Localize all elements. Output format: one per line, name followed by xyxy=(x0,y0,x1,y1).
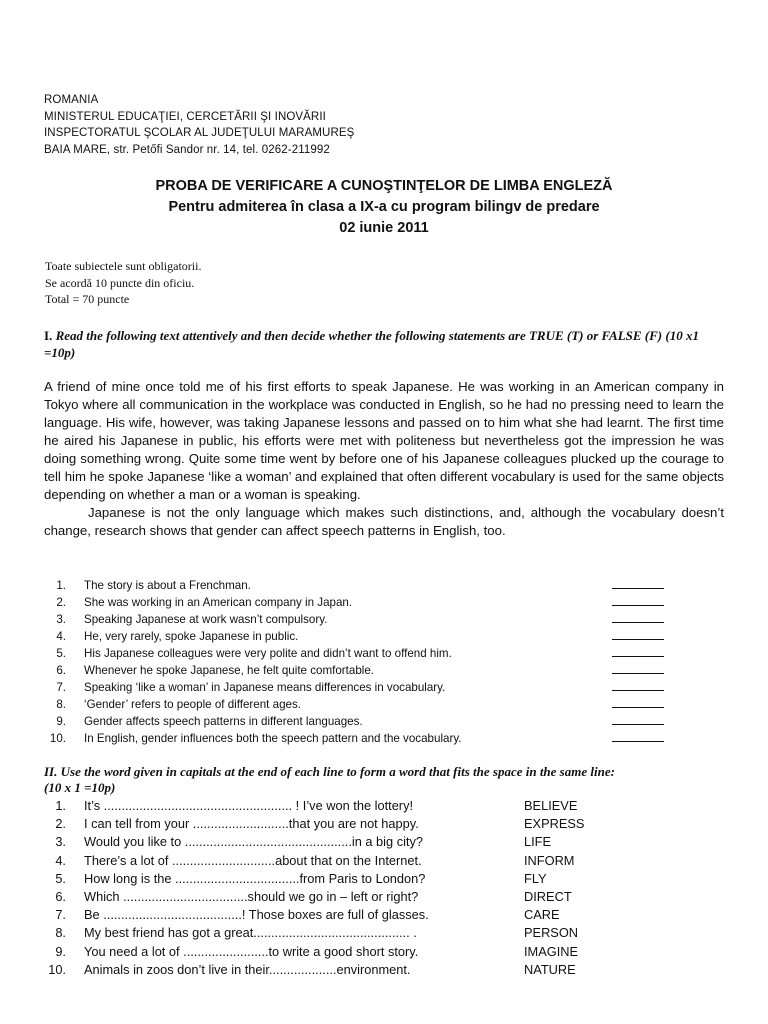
answer-blank[interactable] xyxy=(612,593,664,606)
statement-number: 8. xyxy=(56,698,66,711)
answer-blank[interactable] xyxy=(612,678,664,691)
item-keyword: PERSON xyxy=(524,925,579,941)
statement-text: His Japanese colleagues were very polite and didn’t want to offend him. xyxy=(84,647,452,660)
reading-paragraph-1: A friend of mine once told me of his first efforts to speak Japanese. He was working in an American company in Tokyo where all communication in the workplace was conducted in English, so he had no pressing need to learn the language. His wife, however, was taking Japanese lessons and passed on to him what she had learnt. The first time he aired his Japanese in public, his efforts were met with politeness but nevertheless got the impression he was doing something wrong. Quite some time went by before one of his Japanese colleagues plucked up the courage to tell him he spoke Japanese ‘like a woman’ and explained that often different vocabulary is used for the same objects depending on whether a man or a woman is speaking. xyxy=(44,379,724,502)
item-sentence: There’s a lot of .............................about that on the Internet. xyxy=(84,852,422,868)
answer-blank[interactable] xyxy=(612,712,664,725)
word-formation-row xyxy=(44,924,724,942)
word-formation-row xyxy=(44,870,724,888)
item-sentence: Would you like to ...............................................in a big city? xyxy=(84,834,424,850)
item-keyword: DIRECT xyxy=(524,888,572,904)
item-number: 10. xyxy=(48,961,66,977)
section1-number: I. xyxy=(44,328,53,343)
reading-text xyxy=(44,378,724,540)
statement-text: She was working in an American company in Japan. xyxy=(84,596,353,609)
statement-row xyxy=(44,661,664,678)
item-sentence: It’s ..................................................... ! I’ve won the lottery! xyxy=(84,798,414,813)
section2-instruction-line2: (10 x 1 =10p) xyxy=(44,780,116,795)
statement-text: ‘Gender’ refers to people of different ages. xyxy=(84,698,301,711)
item-number: 4. xyxy=(55,852,66,868)
item-sentence: How long is the ...................................from Paris to London? xyxy=(84,870,426,886)
item-sentence: Animals in zoos don’t live in their...................environment. xyxy=(84,961,411,977)
statement-row xyxy=(44,729,664,746)
statement-number: 5. xyxy=(56,647,66,660)
word-formation-row xyxy=(44,815,724,833)
answer-blank[interactable] xyxy=(612,661,664,674)
word-formation-row xyxy=(44,961,724,979)
statement-number: 9. xyxy=(56,715,66,728)
item-number: 2. xyxy=(55,816,66,832)
word-formation-items xyxy=(44,797,724,979)
statement-text: Speaking ‘like a woman’ in Japanese means differences in vocabulary. xyxy=(84,681,446,694)
statement-row xyxy=(44,610,664,627)
statement-text: He, very rarely, spoke Japanese in public. xyxy=(84,630,299,643)
exam-title-line1: PROBA DE VERIFICARE A CUNOŞTINŢELOR DE LIMBA ENGLEZĂ xyxy=(155,178,613,194)
answer-blank[interactable] xyxy=(612,627,664,640)
statement-row xyxy=(44,695,664,712)
answer-blank[interactable] xyxy=(612,695,664,708)
item-sentence: I can tell from your ...........................that you are not happy. xyxy=(84,816,419,832)
rule-bonus-points: Se acordă 10 puncte din oficiu. xyxy=(45,275,195,290)
answer-blank[interactable] xyxy=(612,729,664,742)
section2-instruction xyxy=(44,764,734,796)
item-keyword: FLY xyxy=(524,870,547,886)
statement-number: 6. xyxy=(56,664,66,677)
statement-number: 2. xyxy=(56,596,66,609)
item-keyword: EXPRESS xyxy=(524,816,585,832)
exam-title xyxy=(40,176,728,239)
header-line-address: BAIA MARE, str. Petőfi Sandor nr. 14, tel. 0262-211992 xyxy=(44,143,330,156)
statement-row xyxy=(44,593,664,610)
section1-instruction xyxy=(44,327,724,361)
item-number: 7. xyxy=(55,907,66,923)
answer-blank[interactable] xyxy=(612,610,664,623)
statement-row xyxy=(44,644,664,661)
item-number: 8. xyxy=(55,925,66,941)
true-false-statements xyxy=(44,576,664,746)
item-keyword: LIFE xyxy=(524,834,552,850)
rule-mandatory: Toate subiectele sunt obligatorii. xyxy=(45,259,202,273)
word-formation-row xyxy=(44,888,724,906)
item-keyword: NATURE xyxy=(524,961,576,977)
word-formation-row xyxy=(44,943,724,961)
statement-number: 10. xyxy=(49,732,66,745)
item-sentence: You need a lot of ........................to write a good short story. xyxy=(84,943,419,959)
item-keyword: INFORM xyxy=(524,852,575,868)
item-number: 6. xyxy=(55,888,66,904)
item-number: 9. xyxy=(55,943,66,959)
statement-number: 7. xyxy=(56,681,66,694)
section1-instruction-text: Read the following text attentively and then decide whether the following statements are TRUE (T) or FALSE (F) (10 x1 =10p) xyxy=(44,328,699,360)
statement-row xyxy=(44,678,664,695)
statement-row xyxy=(44,712,664,729)
statement-text: The story is about a Frenchman. xyxy=(84,579,251,592)
item-sentence: Be .......................................! Those boxes are full of glasses. xyxy=(84,907,429,923)
item-number: 5. xyxy=(55,870,66,886)
word-formation-row xyxy=(44,833,724,851)
statement-text: Speaking Japanese at work wasn’t compulsory. xyxy=(84,613,328,626)
statement-text: Whenever he spoke Japanese, he felt quite comfortable. xyxy=(84,664,375,677)
item-number: 1. xyxy=(55,798,66,813)
header-line-country: ROMANIA xyxy=(44,94,99,106)
item-number: 3. xyxy=(55,834,66,850)
word-formation-row xyxy=(44,906,724,924)
answer-blank[interactable] xyxy=(612,576,664,589)
statement-text: Gender affects speech patterns in different languages. xyxy=(84,715,363,728)
item-keyword: BELIEVE xyxy=(524,798,578,813)
rule-total: Total = 70 puncte xyxy=(45,292,130,307)
item-keyword: IMAGINE xyxy=(524,943,579,959)
item-sentence: My best friend has got a great............................................ . xyxy=(84,925,417,941)
statement-number: 3. xyxy=(56,613,66,626)
item-keyword: CARE xyxy=(524,907,560,923)
section2-instruction-line1: II. Use the word given in capitals at the end of each line to form a word that fits the space in the same line: xyxy=(44,764,615,779)
exam-title-line2: Pentru admiterea în clasa a IX-a cu program bilingv de predare xyxy=(168,199,600,215)
institution-header xyxy=(44,92,354,158)
statement-row xyxy=(44,627,664,644)
statement-number: 4. xyxy=(56,630,66,643)
statement-text: In English, gender influences both the speech pattern and the vocabulary. xyxy=(84,732,462,745)
exam-rules xyxy=(45,258,201,308)
exam-date: 02 iunie 2011 xyxy=(339,220,429,236)
item-sentence: Which ...................................should we go in – left or right? xyxy=(84,888,419,904)
statement-number: 1. xyxy=(56,579,66,592)
word-formation-row xyxy=(44,797,724,815)
statement-row xyxy=(44,576,664,593)
header-line-inspectorate: INSPECTORATUL ŞCOLAR AL JUDEŢULUI MARAMUREŞ xyxy=(44,127,355,139)
reading-paragraph-2: Japanese is not the only language which makes such distinctions, and, although the vocabulary doesn’t change, research shows that gender can affect speech patterns in English, too. xyxy=(44,505,724,538)
word-formation-row xyxy=(44,852,724,870)
header-line-ministry: MINISTERUL EDUCAŢIEI, CERCETĂRII ŞI INOVĂRII xyxy=(44,110,326,123)
answer-blank[interactable] xyxy=(612,644,664,657)
